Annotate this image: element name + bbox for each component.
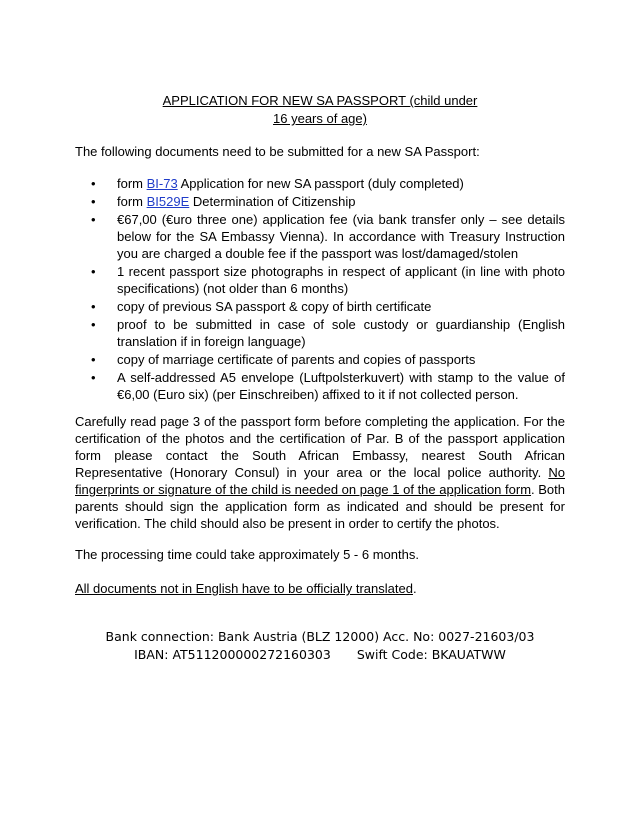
document-list-item [75, 211, 565, 262]
item-text-rest: Determination of Citizenship [189, 194, 356, 209]
bullet-icon: • [91, 176, 96, 191]
translation-note-period: . [412, 581, 417, 596]
page-title [0, 92, 640, 128]
item-text: copy of marriage certificate of parents and copies of passports [117, 352, 476, 367]
document-list-item [75, 369, 565, 403]
bullet-icon: • [91, 370, 96, 385]
documents-list [75, 175, 565, 404]
item-text: 1 recent passport size photographs in respect of applicant (in line with photo specifications) (not older than 6 months) [117, 264, 565, 296]
instructions-text-end: . Both parents should sign the application form as indicated and should be present for verification. The child should also be present in order to certify the photos. [75, 482, 565, 531]
document-list-item [75, 193, 565, 210]
intro-text: The following documents need to be submitted for a new SA Passport: [75, 144, 480, 159]
bank-connection: Bank connection: Bank Austria (BLZ 12000) Acc. No: 0027-21603/03 [105, 629, 535, 644]
bullet-icon: • [91, 317, 96, 332]
instructions-text: Carefully read page 3 of the passport form before completing the application. For the certification of the photos and the certification of Par. B of the passport application form please contact the South African Embassy, nearest South African Representative (Honorary Consul) in your area or the local police authority. [75, 414, 565, 480]
bullet-icon: • [91, 212, 96, 227]
item-text: form [117, 194, 147, 209]
item-text: copy of previous SA passport & copy of birth certificate [117, 299, 432, 314]
translation-note-text: All documents not in English have to be officially translated [75, 581, 413, 596]
bullet-icon: • [91, 264, 96, 279]
bullet-icon: • [91, 299, 96, 314]
item-text: form [117, 176, 147, 191]
item-text: €67,00 (€uro three one) application fee (via bank transfer only – see details below for the SA Embassy Vienna). In accordance with Treasury Instruction you are charged a double fee if the passport was lost/damaged/stolen [117, 212, 565, 261]
document-list-item [75, 351, 565, 368]
fingerprint-note: No fingerprints or signature of the child is needed on page 1 of the application form [75, 465, 565, 497]
instructions-paragraph [75, 413, 565, 532]
document-list-item [75, 263, 565, 297]
bullet-icon: • [91, 194, 96, 209]
processing-time-text: The processing time could take approximately 5 - 6 months. [75, 547, 419, 562]
item-text: proof to be submitted in case of sole custody or guardianship (English translation if in foreign language) [117, 317, 565, 349]
translation-note [75, 580, 565, 597]
form-link-bi-73[interactable]: BI-73 [146, 176, 178, 191]
form-link-bi529e[interactable]: BI529E [146, 194, 190, 209]
title-line-2: 16 years of age) [273, 111, 367, 126]
document-list-item [75, 175, 565, 192]
bank-iban: IBAN: AT511200000272160303 [134, 647, 331, 662]
document-list-item [75, 316, 565, 350]
document-list-item [75, 298, 565, 315]
bank-iban-swift [0, 646, 640, 663]
item-text: A self-addressed A5 envelope (Luftpolsterkuvert) with stamp to the value of €6,00 (Euro six) (per Einschreiben) affixed to it if not collected person. [117, 370, 565, 402]
item-text-rest: Application for new SA passport (duly completed) [177, 176, 464, 191]
bullet-icon: • [91, 352, 96, 367]
title-line-1: APPLICATION FOR NEW SA PASSPORT (child under [162, 93, 478, 108]
bank-swift: Swift Code: BKAUATWW [356, 647, 506, 662]
